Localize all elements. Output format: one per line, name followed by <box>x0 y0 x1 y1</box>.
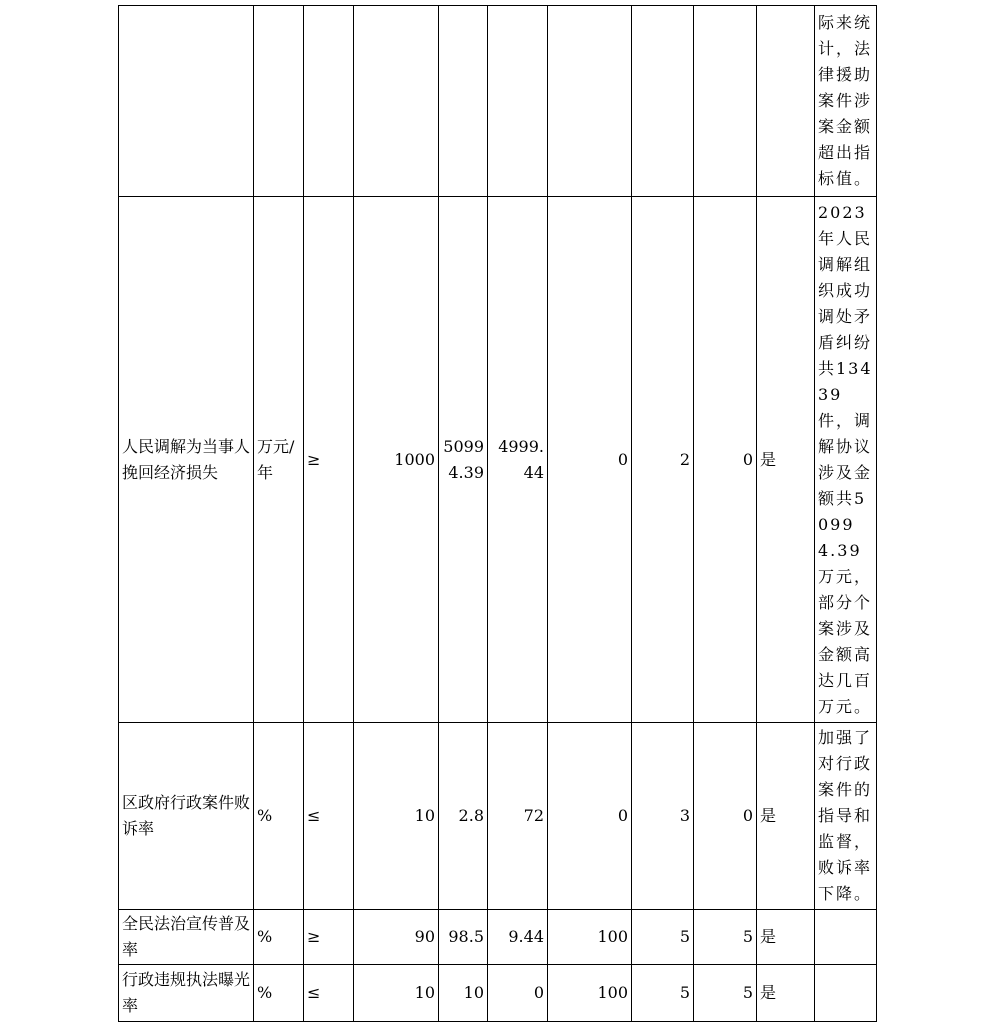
actual-cell: 98.5 <box>439 910 488 965</box>
value-b-cell <box>488 6 548 197</box>
operator-cell: ≤ <box>304 723 354 910</box>
target-cell: 10 <box>354 965 439 1022</box>
achieved-cell: 是 <box>757 910 815 965</box>
operator-cell: ≥ <box>304 910 354 965</box>
indicator-cell: 行政违规执法曝光率 <box>119 965 254 1022</box>
achieved-cell: 是 <box>757 197 815 723</box>
unit-cell <box>254 6 304 197</box>
operator-cell: ≥ <box>304 197 354 723</box>
note-cell: 际来统计，法律援助案件涉案金额超出指标值。 <box>815 6 877 197</box>
value-c-cell: 100 <box>548 965 632 1022</box>
weight-cell: 3 <box>632 723 694 910</box>
indicator-cell: 全民法治宣传普及率 <box>119 910 254 965</box>
actual-cell: 10 <box>439 965 488 1022</box>
target-cell: 90 <box>354 910 439 965</box>
score-cell: 0 <box>694 197 757 723</box>
target-cell <box>354 6 439 197</box>
value-c-cell: 100 <box>548 910 632 965</box>
operator-cell: ≤ <box>304 965 354 1022</box>
actual-cell: 2.8 <box>439 723 488 910</box>
target-cell: 1000 <box>354 197 439 723</box>
unit-cell: % <box>254 723 304 910</box>
unit-cell: % <box>254 910 304 965</box>
value-b-cell: 9.44 <box>488 910 548 965</box>
score-cell: 5 <box>694 965 757 1022</box>
table-row <box>119 910 877 965</box>
operator-cell <box>304 6 354 197</box>
note-cell <box>815 910 877 965</box>
weight-cell: 5 <box>632 965 694 1022</box>
achieved-cell: 是 <box>757 723 815 910</box>
performance-table <box>118 5 877 1022</box>
value-c-cell: 0 <box>548 723 632 910</box>
achieved-cell <box>757 6 815 197</box>
value-c-cell: 0 <box>548 197 632 723</box>
score-cell <box>694 6 757 197</box>
value-b-cell: 72 <box>488 723 548 910</box>
indicator-cell: 人民调解为当事人挽回经济损失 <box>119 197 254 723</box>
note-cell <box>815 965 877 1022</box>
note-cell: 2023年人民调解组织成功调处矛盾纠纷共13439件，调解协议涉及金额共50994.39万元，部分个案涉及金额高达几百万元。 <box>815 197 877 723</box>
score-cell: 0 <box>694 723 757 910</box>
table-row <box>119 6 877 197</box>
unit-cell: 万元/年 <box>254 197 304 723</box>
value-c-cell <box>548 6 632 197</box>
weight-cell <box>632 6 694 197</box>
target-cell: 10 <box>354 723 439 910</box>
indicator-cell <box>119 6 254 197</box>
actual-cell <box>439 6 488 197</box>
indicator-cell: 区政府行政案件败诉率 <box>119 723 254 910</box>
table-row <box>119 197 877 723</box>
weight-cell: 5 <box>632 910 694 965</box>
achieved-cell: 是 <box>757 965 815 1022</box>
value-b-cell: 0 <box>488 965 548 1022</box>
table-row <box>119 965 877 1022</box>
note-cell: 加强了对行政案件的指导和监督，败诉率下降。 <box>815 723 877 910</box>
score-cell: 5 <box>694 910 757 965</box>
weight-cell: 2 <box>632 197 694 723</box>
value-b-cell: 4999.44 <box>488 197 548 723</box>
unit-cell: % <box>254 965 304 1022</box>
table-row <box>119 723 877 910</box>
actual-cell: 50994.39 <box>439 197 488 723</box>
